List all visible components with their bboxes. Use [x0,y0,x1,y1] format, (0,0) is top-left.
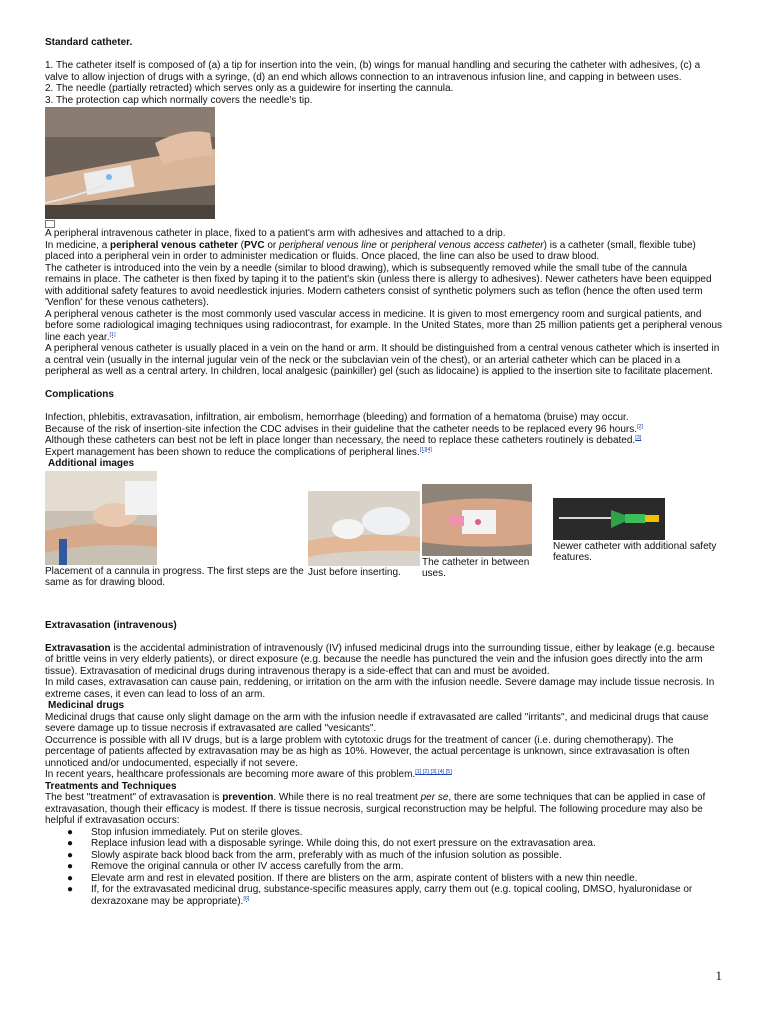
intro-paragraph-4: A peripheral venous catheter is usually placed in a vein on the hand or arm. It should be distinguished from a central venous catheter which is inserted in a central vein (usually in the internal jugular vein of the neck or the subclavian vein of the chest), or an arterial catheter which can be placed in a peripheral as well as a central artery. In children, local analgesic (painkiller) gel (such as lidocaine) is applied to the insertion site to facilitate placement. [45,343,720,377]
reference-link[interactable]: [1] [109,331,116,338]
treatments-paragraph: The best "treatment" of extravasation is prevention. While there is no real treatment per se, there are some techniques that can be applied in case of extravasation, though their efficacy is modest. If there is tissue necrosis, surgical reconstruction may be helpful. The following procedure may also be helpful if extravasation occurs: [45,792,706,826]
additional-images-gallery [45,471,725,597]
before-inserting-photo [308,491,420,566]
gallery-caption: Just before inserting. [308,566,401,578]
bullet-icon: ● [67,826,74,838]
catheter-part-3: 3. The protection cap which normally covers the needle's tip. [45,94,313,106]
gallery-item [45,471,307,589]
gallery-item [308,491,422,579]
intro-paragraph-1: In medicine, a peripheral venous catheter (PVC or peripheral venous line or peripheral venous access catheter) is a catheter (small, flexible tube) placed into a peripheral vein in order to administer medication or fluids. Once placed, the line can also be used to draw blood. [45,239,696,262]
treatment-steps-list [45,827,725,908]
complications-line-1: Infection, phlebitis, extravasation, infiltration, air embolism, hemorrhage (bleeding) and formation of a hematoma (bruise) may occur. [45,412,629,423]
catheter-between-uses-photo [422,484,532,556]
gallery-item [422,484,547,580]
drugs-paragraph-2: Occurrence is possible with all IV drugs, but is a large problem with cytotoxic drugs for the treatment of cancer (i.e. during chemotherapy). The percentage of patients affected by extravasation may be as high as 10%. However, the actual percentage is unknown, since extravasation is often unnoticed and/or undocumented, especially if not severe. [45,734,690,769]
broken-image-icon [45,220,55,228]
complications-line-2: Because of the risk of insertion-site infection the CDC advises in their guideline that the catheter needs to be replaced every 96 hours.[2] [45,423,644,435]
arm-photo-caption: A peripheral intravenous catheter in place, fixed to a patient's arm with adhesives and attached to a drip. [45,228,506,239]
drugs-paragraph-1: Medicinal drugs that cause only slight damage on the arm with the infusion needle if extravasated are called "irritants", and medicinal drugs that cause severe damage up to tissue necrosis if extravasated are called "vesicants". [45,711,709,734]
list-item: ● Slowly aspirate back blood back from the arm, preferably with as much of the infusion solution as possible. [67,849,562,861]
additional-images-heading: Additional images [48,458,135,469]
list-item: ● If, for the extravasated medicinal drug, substance-specific measures apply, carry them out (e.g. topical cooling, DMSO, hyaluronidase or dexrazoxane may be appropriate).[6] [67,884,693,907]
page-number: 1 [715,968,722,983]
bullet-icon: ● [67,849,74,861]
gallery-caption: The catheter in between uses. [422,556,530,579]
intro-paragraph-2: The catheter is introduced into the vein by a needle (similar to blood drawing), which is subsequently removed while the small tube of the cannula remains in place. The catheter is then fixed by taping it to the patient's skin (unless there is allergy to adhesives). Newer catheters have been equipped with additional safety features to avoid needlestick injuries. Modern catheters consist of synthetic polymers such as teflon (hence the often used term 'Venflon' for these venous catheters). [45,262,712,308]
list-item: ● Remove the original cannula or other IV access carefully from the arm. [67,861,404,872]
gallery-caption: Newer catheter with additional safety features. [553,540,717,563]
treatments-heading: Treatments and Techniques [45,780,177,792]
gallery-caption: Placement of a cannula in progress. The first steps are the same as for drawing blood. [45,565,304,588]
extravasation-paragraph-1: Extravasation is the accidental administration of intravenously (IV) infused medicinal drugs into the surrounding tissue, either by leakage (e.g. because of brittle veins in very elderly patients), or direct exposure (e.g. because the needle has punctured the vein and the infusion goes directly into the arm tissue). Extravasation of medicinal drugs during intravenous therapy is a side-effect that can and must be avoided. [45,642,715,677]
safety-catheter-photo [553,498,665,540]
complications-line-4: Expert management has been shown to reduce the complications of peripheral lines.[1][4] [45,446,432,458]
intro-paragraph-3: A peripheral venous catheter is the most commonly used vascular access in medicine. It is given to most emergency room and surgical patients, and before some radiological imaging techniques using radiocontrast, for example. In the United States, more than 25 million patients get a peripheral venous line each year.[1] [45,308,723,343]
reference-link[interactable]: [6] [243,895,250,902]
standard-catheter-heading: Standard catheter. [45,37,133,48]
complications-heading: Complications [45,389,114,400]
reference-link[interactable]: [3] [635,435,642,441]
cannula-placement-photo [45,471,157,565]
bullet-icon: ● [67,861,74,872]
reference-link[interactable]: [1] [2] [3] [4] [5] [415,769,452,775]
catheter-part-2: 2. The needle (partially retracted) which serves only as a guidewire for inserting the cannula. [45,83,454,94]
catheter-part-1: 1. The catheter itself is composed of (a) a tip for insertion into the vein, (b) wings for manual handling and securing the catheter with adhesives, (c) a valve to allow injection of drugs with a syringe, (d) an end which allows connection to an intravenous infusion line, and capping in between uses. [45,60,701,83]
reference-link[interactable]: [2] [637,423,644,430]
document-page [45,37,725,907]
bullet-icon: ● [67,838,74,849]
list-item: ● Replace infusion lead with a disposable syringe. While doing this, do not exert pressure on the extravasation area. [67,838,596,849]
list-item: ● Elevate arm and rest in elevated position. If there are blisters on the arm, aspirate content of blisters with a new thin needle. [67,872,638,884]
bullet-icon: ● [67,872,74,884]
gallery-item [553,498,723,564]
extravasation-paragraph-2: In mild cases, extravasation can cause pain, reddening, or irritation on the arm with the infusion needle. Severe damage may include tissue necrosis. In extreme cases, it even can lead to loss of an arm. [45,677,715,700]
extravasation-heading: Extravasation (intravenous) [45,619,177,631]
list-item: ● Stop infusion immediately. Put on sterile gloves. [67,826,303,838]
arm-catheter-photo [45,107,215,219]
drugs-paragraph-3: In recent years, healthcare professionals are becoming more aware of this problem.[1] [2] [3] [4] [5] [45,769,452,780]
bullet-icon: ● [67,884,74,895]
reference-link[interactable]: [1][4] [419,446,432,453]
medicinal-drugs-heading: Medicinal drugs [48,700,125,711]
complications-line-3: Although these catheters can best not be left in place longer than necessary, the need to replace these catheters routinely is debated.[3] [45,435,642,446]
